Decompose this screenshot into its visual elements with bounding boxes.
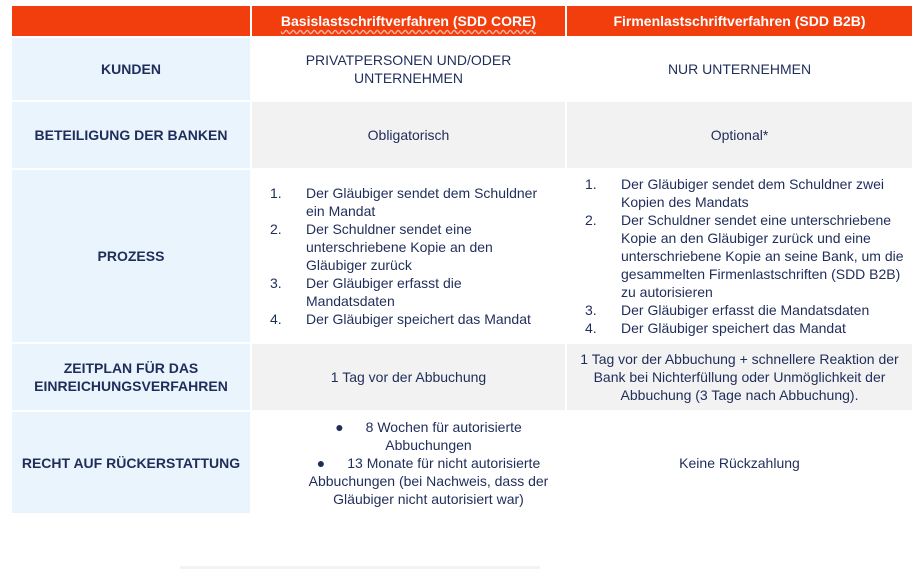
row-banken (12, 101, 912, 169)
cell-kunden-core-text: PRIVATPERSONEN UND/ODER UNTERNEHMEN (305, 52, 512, 86)
prozess-core-steps (252, 184, 565, 328)
header-row (12, 6, 912, 37)
step-number: 1. (270, 185, 282, 201)
recht-core-bullets (252, 418, 565, 508)
header-sdd-core-label: Basislastschriftverfahren (SDD CORE) (280, 13, 537, 29)
step-text: Der Gläubiger speichert das Mandat (306, 311, 531, 327)
cell-zeitplan-core: 1 Tag vor der Abbuchung (251, 343, 566, 411)
step-number: 4. (270, 311, 282, 327)
cell-zeitplan-b2b: 1 Tag vor der Abbuchung + schnellere Reaktion der Bank bei Nichterfüllung oder Unmöglichkeit der Abbuchung (3 Tage nach Abbuchung). (566, 343, 912, 411)
list-item (252, 184, 541, 220)
step-number: 3. (270, 275, 282, 291)
row-label-prozess: PROZESS (12, 169, 251, 343)
step-number: 4. (585, 320, 597, 336)
step-text: Der Schuldner sendet eine unterschriebene Kopie an den Gläubiger zurück und eine unterschriebene Kopie an seine Bank, um die gesammelten Firmenlastschriften (SDD B2B) zu autorisieren (621, 212, 904, 300)
step-number: 2. (585, 212, 597, 228)
cell-recht-b2b: Keine Rückzahlung (566, 411, 912, 513)
row-label-recht: RECHT AUF RÜCKERSTATTUNG (12, 411, 251, 513)
step-text: Der Gläubiger speichert das Mandat (621, 320, 846, 336)
cell-kunden-core (251, 37, 566, 101)
list-item (252, 310, 541, 328)
list-item (567, 301, 912, 319)
row-prozess (12, 169, 912, 343)
list-item (567, 211, 912, 301)
row-label-zeitplan: ZEITPLAN FÜR DAS EINREICHUNGSVERFAHREN (12, 343, 251, 411)
row-zeitplan (12, 343, 912, 411)
step-text: Der Schuldner sendet eine unterschriebene Kopie an den Gläubiger zurück (306, 221, 493, 273)
header-sdd-b2b (566, 6, 912, 37)
row-label-banken: BETEILIGUNG DER BANKEN (12, 101, 251, 169)
row-recht (12, 411, 912, 513)
step-number: 1. (585, 176, 597, 192)
header-sdd-b2b-label: Firmenlastschriftverfahren (SDD B2B) (613, 13, 866, 29)
bullet-text: 8 Wochen für autorisierte Abbuchungen (365, 418, 522, 453)
step-text: Der Gläubiger sendet dem Schuldner zwei Kopien des Mandats (621, 176, 885, 210)
bullet-text: 13 Monate für nicht autorisierte Abbuchungen (bei Nachweis, dass der Gläubiger nicht autorisiert war) (308, 454, 549, 507)
cell-banken-core: Obligatorisch (251, 101, 566, 169)
row-label-kunden: KUNDEN (12, 37, 251, 101)
step-text: Der Gläubiger sendet dem Schuldner ein Mandat (306, 185, 538, 219)
list-item (567, 319, 912, 337)
step-number: 2. (270, 221, 282, 237)
step-number: 3. (585, 302, 597, 318)
list-item (252, 220, 541, 274)
list-item (252, 274, 541, 310)
step-text: Der Gläubiger erfasst die Mandatsdaten (306, 275, 462, 309)
header-blank-cell (12, 6, 251, 37)
faint-divider (180, 566, 540, 569)
list-item (292, 454, 565, 508)
step-text: Der Gläubiger erfasst die Mandatsdaten (621, 302, 870, 318)
bullet-icon: ● (335, 418, 344, 435)
prozess-b2b-steps (567, 175, 912, 337)
bullet-icon: ● (316, 454, 326, 471)
cell-prozess-core (251, 169, 566, 343)
cell-banken-b2b: Optional* (566, 101, 912, 169)
row-kunden (12, 37, 912, 101)
header-sdd-core (251, 6, 566, 37)
cell-prozess-b2b (566, 169, 912, 343)
list-item (292, 418, 565, 454)
comparison-table (12, 6, 912, 513)
cell-kunden-b2b: NUR UNTERNEHMEN (566, 37, 912, 101)
cell-recht-core (251, 411, 566, 513)
list-item (567, 175, 912, 211)
